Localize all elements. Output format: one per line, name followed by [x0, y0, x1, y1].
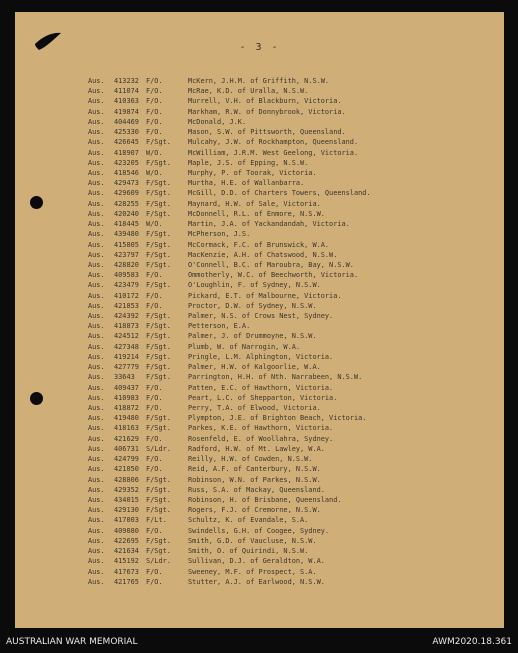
- list-item: [88, 96, 371, 106]
- entry-nationality: Aus.: [88, 87, 105, 96]
- entry-name: Murrell, V.H. of Blackburn, Victoria.: [188, 97, 342, 106]
- entry-rank: F/Sgt.: [146, 199, 171, 208]
- entry-service-number: 423479: [114, 281, 139, 290]
- entry-name: Rogers, F.J. of Cremorne, N.S.W.: [188, 506, 321, 515]
- entry-name: Palmer, H.W. of Kalgoorlie, W.A.: [188, 363, 321, 372]
- entry-service-number: 418546: [114, 168, 139, 177]
- entry-name: Robinson, H. of Brisbane, Queensland.: [188, 495, 342, 504]
- entry-nationality: Aus.: [88, 189, 105, 198]
- entry-service-number: 427779: [114, 363, 139, 372]
- entry-rank: F/Sgt.: [146, 281, 171, 290]
- entry-name: McCormack, F.C. of Brunswick, W.A.: [188, 240, 330, 249]
- list-item: [88, 383, 371, 393]
- entry-rank: F/O.: [146, 383, 163, 392]
- list-item: [88, 148, 371, 158]
- entry-name: O'Connell, B.C. of Maroubra, Bay, N.S.W.: [188, 260, 354, 269]
- list-item: [88, 505, 371, 515]
- entry-service-number: 409080: [114, 526, 139, 535]
- list-item: [88, 362, 371, 372]
- entry-service-number: 409583: [114, 271, 139, 280]
- entry-service-number: 419480: [114, 414, 139, 423]
- entry-rank: F/O.: [146, 434, 163, 443]
- entry-nationality: Aus.: [88, 117, 105, 126]
- entry-service-number: 33643: [114, 373, 135, 382]
- list-item: [88, 372, 371, 382]
- entry-rank: F/Sgt.: [146, 230, 171, 239]
- entry-rank: F/Sgt.: [146, 332, 171, 341]
- entry-service-number: 429352: [114, 485, 139, 494]
- list-item: [88, 475, 371, 485]
- entry-service-number: 422695: [114, 536, 139, 545]
- entry-service-number: 410172: [114, 291, 139, 300]
- entry-nationality: Aus.: [88, 260, 105, 269]
- list-item: [88, 199, 371, 209]
- list-item: [88, 393, 371, 403]
- entry-service-number: 406731: [114, 444, 139, 453]
- entry-nationality: Aus.: [88, 250, 105, 259]
- entry-nationality: Aus.: [88, 404, 105, 412]
- entry-nationality: Aus.: [88, 444, 105, 453]
- entry-name: Pringle, L.M. Alphington, Victoria.: [188, 352, 334, 361]
- entry-nationality: Aus.: [88, 424, 105, 433]
- entry-rank: F/Sgt.: [146, 179, 171, 188]
- entry-rank: F/Sgt.: [146, 506, 171, 515]
- entry-nationality: Aus.: [88, 434, 105, 443]
- entry-service-number: 428255: [114, 199, 139, 208]
- entry-nationality: Aus.: [88, 516, 105, 525]
- entry-rank: F/Sgt.: [146, 547, 171, 556]
- entry-name: Schultz, K. of Evandale, S.A.: [188, 516, 309, 525]
- entry-nationality: Aus.: [88, 77, 105, 85]
- entry-rank: F/O.: [146, 301, 163, 310]
- entry-nationality: Aus.: [88, 352, 105, 361]
- entry-name: Perry, T.A. of Elwood, Victoria.: [188, 404, 321, 412]
- entry-service-number: 434015: [114, 495, 139, 504]
- entry-rank: F/Sgt.: [146, 342, 171, 351]
- entry-nationality: Aus.: [88, 97, 105, 106]
- entry-nationality: Aus.: [88, 281, 105, 290]
- list-item: [88, 577, 371, 587]
- entry-service-number: 410983: [114, 393, 139, 402]
- entry-rank: F/Sgt.: [146, 424, 171, 433]
- list-item: [88, 434, 371, 444]
- list-item: [88, 270, 371, 280]
- entry-nationality: Aus.: [88, 312, 105, 321]
- entry-service-number: 421765: [114, 577, 139, 586]
- entry-service-number: 404469: [114, 117, 139, 126]
- list-item: [88, 454, 371, 464]
- entry-nationality: Aus.: [88, 179, 105, 188]
- list-item: [88, 546, 371, 556]
- list-item: [88, 219, 371, 229]
- entry-rank: F/Sgt.: [146, 322, 171, 331]
- entry-service-number: 418907: [114, 148, 139, 157]
- entry-nationality: Aus.: [88, 291, 105, 300]
- entry-nationality: Aus.: [88, 536, 105, 545]
- list-item: [88, 464, 371, 474]
- entry-name: Murtha, H.E. of Wallanbarra.: [188, 179, 305, 188]
- entry-name: Pickard, E.T. of Malbourne, Victoria.: [188, 291, 342, 300]
- list-item: [88, 280, 371, 290]
- entry-nationality: Aus.: [88, 138, 105, 147]
- entry-name: Patten, E.C. of Hawthorn, Victoria.: [188, 383, 334, 392]
- entry-rank: F/Sgt.: [146, 495, 171, 504]
- entry-nationality: Aus.: [88, 199, 105, 208]
- entry-name: Murphy, P. of Toorak, Victoria.: [188, 168, 317, 177]
- entry-rank: F/Sgt.: [146, 312, 171, 321]
- list-item: [88, 331, 371, 341]
- entry-nationality: Aus.: [88, 373, 105, 382]
- entry-rank: S/Ldr.: [146, 444, 171, 453]
- entry-nationality: Aus.: [88, 301, 105, 310]
- entry-service-number: 415192: [114, 557, 139, 566]
- entry-name: Ommotherly, W.C. of Beechworth, Victoria.: [188, 271, 359, 280]
- entry-nationality: Aus.: [88, 547, 105, 556]
- list-item: [88, 158, 371, 168]
- entry-name: Peart, L.C. of Shepparton, Victoria.: [188, 393, 338, 402]
- entry-service-number: 429130: [114, 506, 139, 515]
- entry-name: McGill, D.D. of Charters Towers, Queensland.: [188, 189, 371, 198]
- entry-name: McKern, J.H.M. of Griffith, N.S.W.: [188, 77, 330, 85]
- entry-name: Parrington, H.H. of Nth. Narrabeen, N.S.W.: [188, 373, 363, 382]
- entry-name: McRae, K.D. of Uralla, N.S.W.: [188, 87, 309, 96]
- entry-service-number: 409437: [114, 383, 139, 392]
- entry-name: O'Loughlin, F. of Sydney, N.S.W.: [188, 281, 321, 290]
- entry-name: Plympton, J.E. of Brighton Beach, Victoria.: [188, 414, 367, 423]
- entry-name: Stutter, A.J. of Earlwood, N.S.W.: [188, 577, 325, 586]
- entry-nationality: Aus.: [88, 465, 105, 474]
- entry-rank: W/O.: [146, 220, 163, 229]
- entry-service-number: 424512: [114, 332, 139, 341]
- entry-name: Maynard, H.W. of Sale, Victoria.: [188, 199, 321, 208]
- entry-nationality: Aus.: [88, 168, 105, 177]
- entry-service-number: 411074: [114, 87, 139, 96]
- entry-rank: F/Sgt.: [146, 485, 171, 494]
- entry-rank: F/Sgt.: [146, 189, 171, 198]
- footer-bar: [0, 630, 518, 653]
- entry-name: Petterson, E.A.: [188, 322, 251, 331]
- list-item: [88, 86, 371, 96]
- list-item: [88, 311, 371, 321]
- document-page: [15, 12, 504, 628]
- entry-name: Rosenfeld, E. of Woollahra, Sydney.: [188, 434, 334, 443]
- entry-name: McPherson, J.S.: [188, 230, 251, 239]
- entry-name: McWilliam, J.R.M. West Geelong, Victoria.: [188, 148, 359, 157]
- entry-service-number: 418873: [114, 322, 139, 331]
- entry-rank: F/O.: [146, 117, 163, 126]
- entry-rank: F/O.: [146, 577, 163, 586]
- entry-rank: F/Sgt.: [146, 373, 171, 382]
- entry-rank: F/Sgt.: [146, 475, 171, 484]
- entry-nationality: Aus.: [88, 577, 105, 586]
- entry-nationality: Aus.: [88, 506, 105, 515]
- entry-service-number: 421853: [114, 301, 139, 310]
- entry-name: Maple, J.S. of Epping, N.S.W.: [188, 158, 309, 167]
- entry-rank: F/Sgt.: [146, 352, 171, 361]
- entry-service-number: 426645: [114, 138, 139, 147]
- entry-name: Sweeney, M.F. of Prospect, S.A.: [188, 567, 317, 576]
- entry-nationality: Aus.: [88, 322, 105, 331]
- entry-name: Reid, A.F. of Canterbury, N.S.W.: [188, 465, 321, 474]
- entry-nationality: Aus.: [88, 107, 105, 116]
- punch-hole-bottom: [30, 392, 43, 405]
- list-item: [88, 413, 371, 423]
- entry-nationality: Aus.: [88, 414, 105, 423]
- entry-service-number: 420240: [114, 209, 139, 218]
- entry-nationality: Aus.: [88, 128, 105, 137]
- entry-rank: F/Sgt.: [146, 250, 171, 259]
- entry-service-number: 417003: [114, 516, 139, 525]
- entry-name: McDonald, J.K.: [188, 117, 247, 126]
- entry-rank: F/Sgt.: [146, 158, 171, 167]
- entry-service-number: 428806: [114, 475, 139, 484]
- list-item: [88, 76, 371, 86]
- entry-name: Sullivan, D.J. of Geraldton, W.A.: [188, 557, 325, 566]
- list-item: [88, 321, 371, 331]
- entry-name: Palmer, J. of Drummoyne, N.S.W.: [188, 332, 317, 341]
- entry-rank: F/Sgt.: [146, 536, 171, 545]
- entry-rank: F/Sgt.: [146, 138, 171, 147]
- entry-rank: F/Sgt.: [146, 260, 171, 269]
- entry-name: Mulcahy, J.W. of Rockhampton, Queensland.: [188, 138, 359, 147]
- entry-rank: F/Sgt.: [146, 414, 171, 423]
- entry-service-number: 421629: [114, 434, 139, 443]
- entry-nationality: Aus.: [88, 148, 105, 157]
- entry-nationality: Aus.: [88, 363, 105, 372]
- entry-service-number: 418872: [114, 404, 139, 412]
- entry-rank: F/O.: [146, 393, 163, 402]
- entry-service-number: 429609: [114, 189, 139, 198]
- list-item: [88, 260, 371, 270]
- entry-nationality: Aus.: [88, 240, 105, 249]
- entry-nationality: Aus.: [88, 158, 105, 167]
- entry-name: Russ, S.A. of Mackay, Queensland.: [188, 485, 325, 494]
- entry-service-number: 410363: [114, 97, 139, 106]
- entry-service-number: 423797: [114, 250, 139, 259]
- entry-nationality: Aus.: [88, 393, 105, 402]
- entry-rank: F/O.: [146, 465, 163, 474]
- entry-rank: W/O.: [146, 148, 163, 157]
- entry-nationality: Aus.: [88, 557, 105, 566]
- list-item: [88, 178, 371, 188]
- entry-rank: F/Lt.: [146, 516, 167, 525]
- list-item: [88, 567, 371, 577]
- entry-service-number: 419214: [114, 352, 139, 361]
- entry-service-number: 439480: [114, 230, 139, 239]
- entry-service-number: 425330: [114, 128, 139, 137]
- entry-nationality: Aus.: [88, 495, 105, 504]
- list-item: [88, 168, 371, 178]
- entry-service-number: 427348: [114, 342, 139, 351]
- list-item: [88, 250, 371, 260]
- entry-service-number: 421634: [114, 547, 139, 556]
- list-item: [88, 209, 371, 219]
- entry-name: Proctor, D.W. of Sydney, N.S.W.: [188, 301, 317, 310]
- list-item: [88, 137, 371, 147]
- list-item: [88, 423, 371, 433]
- entry-rank: F/O.: [146, 107, 163, 116]
- entry-name: Reilly, H.W. of Cowden, N.S.W.: [188, 455, 313, 464]
- footer-institution: AUSTRALIAN WAR MEMORIAL: [6, 636, 138, 647]
- entry-service-number: 419874: [114, 107, 139, 116]
- entry-service-number: 415805: [114, 240, 139, 249]
- entry-rank: F/O.: [146, 455, 163, 464]
- entry-rank: S/Ldr.: [146, 557, 171, 566]
- entry-rank: F/Sgt.: [146, 240, 171, 249]
- entry-nationality: Aus.: [88, 455, 105, 464]
- entry-nationality: Aus.: [88, 475, 105, 484]
- entry-rank: W/O.: [146, 168, 163, 177]
- list-item: [88, 495, 371, 505]
- list-item: [88, 301, 371, 311]
- entry-nationality: Aus.: [88, 485, 105, 494]
- entry-name: Markham, R.W. of Donnybrook, Victoria.: [188, 107, 346, 116]
- list-item: [88, 127, 371, 137]
- list-item: [88, 291, 371, 301]
- entry-name: Swindells, G.H. of Coogee, Sydney.: [188, 526, 330, 535]
- punch-hole-top: [30, 196, 43, 209]
- entry-nationality: Aus.: [88, 567, 105, 576]
- entry-nationality: Aus.: [88, 332, 105, 341]
- entry-service-number: 424799: [114, 455, 139, 464]
- entry-name: Palmer, N.S. of Crows Nest, Sydney.: [188, 312, 334, 321]
- list-item: [88, 526, 371, 536]
- footer-accession-number: AWM2020.18.361: [432, 636, 512, 647]
- entry-service-number: 417673: [114, 567, 139, 576]
- list-item: [88, 107, 371, 117]
- entry-service-number: 429473: [114, 179, 139, 188]
- entry-service-number: 421050: [114, 465, 139, 474]
- entry-rank: F/O.: [146, 291, 163, 300]
- entry-service-number: 418163: [114, 424, 139, 433]
- list-item: [88, 342, 371, 352]
- entry-name: Martin, J.A. of Yackandandah, Victoria.: [188, 220, 350, 229]
- list-item: [88, 352, 371, 362]
- entry-nationality: Aus.: [88, 220, 105, 229]
- list-item: [88, 240, 371, 250]
- list-item: [88, 444, 371, 454]
- entry-rank: F/O.: [146, 567, 163, 576]
- entry-nationality: Aus.: [88, 271, 105, 280]
- entry-rank: F/O.: [146, 97, 163, 106]
- entry-service-number: 413232: [114, 77, 139, 85]
- list-item: [88, 117, 371, 127]
- entry-service-number: 424392: [114, 312, 139, 321]
- page-number: - 3 -: [239, 42, 280, 53]
- entry-rank: F/O.: [146, 77, 163, 85]
- entry-rank: F/Sgt.: [146, 363, 171, 372]
- entry-name: Mason, S.W. of Pittsworth, Queensland.: [188, 128, 346, 137]
- entry-name: McDonnell, R.L. of Enmore, N.S.W.: [188, 209, 325, 218]
- entry-name: Smith, O. of Quirindi, N.S.W.: [188, 547, 309, 556]
- entry-service-number: 428820: [114, 260, 139, 269]
- entry-rank: F/O.: [146, 128, 163, 137]
- entry-rank: F/O.: [146, 87, 163, 96]
- entry-name: Radford, H.W. of Mt. Lawley, W.A.: [188, 444, 325, 453]
- list-item: [88, 485, 371, 495]
- list-item: [88, 536, 371, 546]
- entry-name: Robinson, W.N. of Parkes, N.S.W.: [188, 475, 321, 484]
- entry-name: Smith, G.D. of Vaucluse, N.S.W.: [188, 536, 317, 545]
- entry-rank: F/Sgt.: [146, 209, 171, 218]
- entry-name: Parkes, K.E. of Hawthorn, Victoria.: [188, 424, 334, 433]
- entry-nationality: Aus.: [88, 526, 105, 535]
- entry-name: Plumb, W. of Narrogin, W.A.: [188, 342, 301, 351]
- list-item: [88, 403, 371, 413]
- entry-name: MacKenzie, A.H. of Chatswood, N.S.W.: [188, 250, 338, 259]
- personnel-list: [88, 76, 371, 587]
- entry-rank: F/O.: [146, 526, 163, 535]
- entry-rank: F/O.: [146, 271, 163, 280]
- list-item: [88, 515, 371, 525]
- entry-nationality: Aus.: [88, 342, 105, 351]
- entry-nationality: Aus.: [88, 383, 105, 392]
- list-item: [88, 188, 371, 198]
- entry-nationality: Aus.: [88, 209, 105, 218]
- entry-service-number: 418445: [114, 220, 139, 229]
- list-item: [88, 556, 371, 566]
- entry-service-number: 423205: [114, 158, 139, 167]
- entry-rank: F/O.: [146, 404, 163, 412]
- entry-nationality: Aus.: [88, 230, 105, 239]
- list-item: [88, 229, 371, 239]
